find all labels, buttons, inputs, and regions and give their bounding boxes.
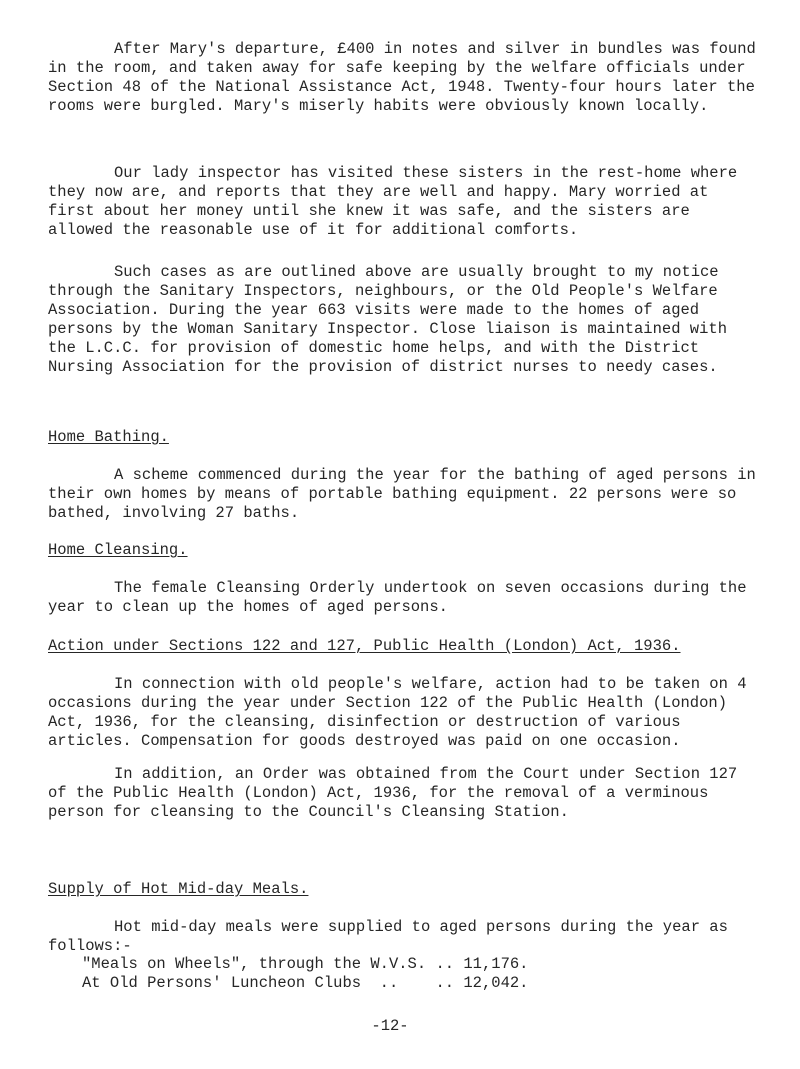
paragraph-text: After Mary's departure, £400 in notes and silver in bundles was found in the room, and taken away for safe keeping by the welfare officials under Section 48 of the National Assistance Act, 1948. Twenty-four hours later the rooms were burgled. Mary's miserly habits were obviously known locally.	[48, 40, 766, 115]
section-text: In connection with old people's welfare, action had to be taken on 4 occasions during the year under Section 122 of the Public Health (London) Act, 1936, for the cleansing, disinfection or destruction of various articles. Compensation for goods destroyed was paid on one occasion.	[48, 675, 756, 750]
section-heading: Home Cleansing.	[48, 541, 188, 559]
section-action-under-sections	[48, 637, 760, 822]
paragraph-text: Our lady inspector has visited these sisters in the rest-home where they now are, and reports that they are well and happy. Mary worried at first about her money until she knew it was safe, and the sisters are allowed the reasonable use of it for additional comforts.	[48, 164, 747, 239]
meal-count: 12,042.	[463, 974, 529, 992]
meal-row-luncheon-clubs	[82, 974, 682, 993]
section-hot-meals	[48, 880, 760, 956]
paragraph-such-cases	[48, 263, 760, 377]
section-heading: Home Bathing.	[48, 428, 169, 446]
section-heading: Action under Sections 122 and 127, Public Health (London) Act, 1936.	[48, 637, 681, 655]
meal-label: "Meals on Wheels", through the W.V.S.	[82, 955, 427, 973]
paragraph-inspector-visit	[48, 164, 760, 240]
paragraph-text: Such cases as are outlined above are usually brought to my notice through the Sanitary Inspectors, neighbours, or the Old People's Welfare Association. During the year 663 visits were made to the homes of aged persons by the Woman Sanitary Inspector. Close liaison is maintained with the L.C.C. for provision of domestic home helps, and with the District Nursing Association for the provision of district nurses to needy cases.	[48, 263, 737, 376]
meal-leader: .. ..	[361, 974, 464, 992]
meals-list	[82, 955, 682, 993]
section-home-cleansing	[48, 541, 760, 617]
page-number: -12-	[371, 1017, 409, 1035]
meal-row-wheels	[82, 955, 682, 974]
paragraph-mary-departure	[48, 40, 766, 116]
section-text: Hot mid-day meals were supplied to aged persons during the year as follows:-	[48, 918, 738, 955]
section-text: The female Cleansing Orderly undertook on seven occasions during the year to clean up the homes of aged persons.	[48, 579, 756, 616]
meal-leader: ..	[426, 955, 464, 973]
section-text: A scheme commenced during the year for the bathing of aged persons in their own homes by means of portable bathing equipment. 22 persons were so bathed, involving 27 baths.	[48, 466, 766, 522]
section-home-bathing	[48, 428, 766, 523]
meal-label: At Old Persons' Luncheon Clubs	[82, 974, 362, 992]
section-text: In addition, an Order was obtained from the Court under Section 127 of the Public Health (London) Act, 1936, for the removal of a verminous person for cleansing to the Council's Cleansing Station.	[48, 765, 747, 821]
section-heading: Supply of Hot Mid-day Meals.	[48, 880, 309, 898]
meal-count: 11,176.	[463, 955, 529, 973]
